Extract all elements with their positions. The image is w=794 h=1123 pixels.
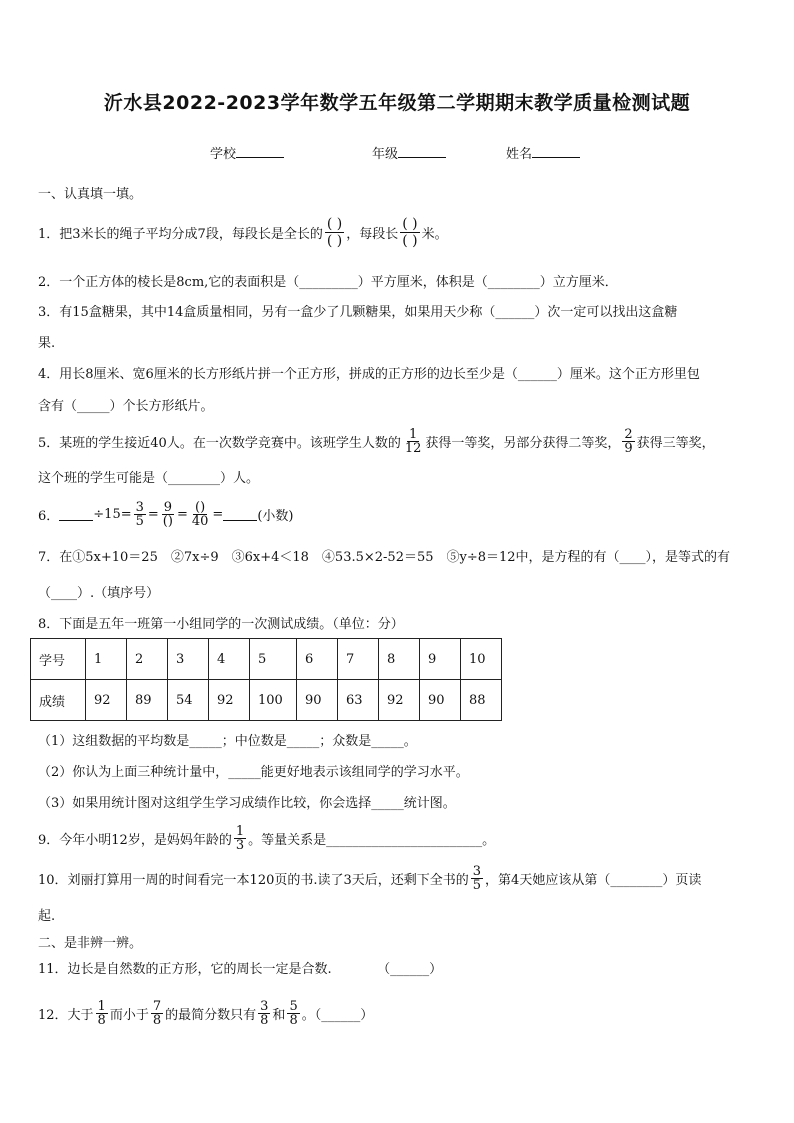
- question-7-line-2: （____）.（填序号）: [38, 586, 160, 601]
- table-cell: 6: [297, 639, 338, 680]
- table-cell: 3: [168, 639, 209, 680]
- q6-fraction-2: $\frac{9}{()}$: [162, 499, 173, 529]
- table-cell: 88: [461, 680, 502, 721]
- question-5-line-2: 这个班的学生可能是（________）人。: [38, 471, 260, 486]
- q1-fraction-1: $\frac{( )}{( )}$: [326, 215, 343, 249]
- q12-fraction-4: $\frac{5}{8}$: [289, 998, 298, 1028]
- school-field: [210, 143, 284, 162]
- name-field: [506, 143, 580, 162]
- table-cell: 63: [338, 680, 379, 721]
- grade-label: 年级: [372, 147, 399, 162]
- question-8-part-3: （3）如果用统计图对这组学生学习成绩作比较，你会选择_____统计图。: [38, 796, 456, 811]
- table-cell: 90: [420, 680, 461, 721]
- q10-fraction: $\frac{3}{5}$: [472, 863, 482, 893]
- q6-equals-2: =: [176, 506, 188, 522]
- q12-text-b: 而小于: [109, 1007, 149, 1023]
- q5-text-c: 获得三等奖，: [636, 435, 715, 451]
- table-cell: 学号: [31, 639, 86, 680]
- question-3-line-2: 果.: [38, 336, 56, 351]
- table-row: [31, 639, 502, 680]
- score-table: [30, 638, 502, 721]
- q12-text-d: 和: [272, 1007, 286, 1023]
- question-10-line-1: [38, 860, 701, 896]
- q9-fraction: $\frac{1}{3}$: [235, 823, 245, 853]
- page-title: 沂水县2022-2023学年数学五年级第二学期期末教学质量检测试题: [103, 92, 691, 114]
- table-cell: 7: [338, 639, 379, 680]
- table-cell: 成绩: [31, 680, 86, 721]
- question-8-intro: 8．下面是五年一班第一小组同学的一次测试成绩。（单位：分）: [38, 617, 404, 632]
- q6-label: 6．: [38, 508, 60, 524]
- q1-text-c: 米。: [421, 226, 448, 242]
- q6-text-c: (小数): [257, 508, 294, 524]
- q12-text-a: 12．大于: [38, 1007, 94, 1023]
- q12-fraction-1: $\frac{1}{8}$: [97, 998, 106, 1028]
- q12-text-e: 。（______）: [301, 1007, 374, 1023]
- q5-fraction-2: $\frac{2}{9}$: [624, 426, 633, 456]
- q5-fraction-1: $\frac{1}{12}$: [404, 426, 422, 456]
- section-1-heading: 一、认真填一填。: [38, 187, 143, 202]
- q5-text-b: 获得一等奖，另部分获得二等奖，: [425, 435, 621, 451]
- question-4-line-2: 含有（_____）个长方形纸片。: [38, 399, 214, 414]
- q6-fraction-1: $\frac{3}{5}$: [135, 499, 144, 529]
- q10-text-b: ，第4天她应该从第（________）页读: [485, 872, 702, 888]
- q1-fraction-2: $\frac{( )}{( )}$: [402, 215, 418, 249]
- question-6: [38, 496, 293, 532]
- q6-text-b: ÷15=: [93, 506, 132, 522]
- q12-text-c: 的最简分数只有: [165, 1007, 257, 1023]
- table-cell: 10: [461, 639, 502, 680]
- q5-text-a: 5．某班的学生接近40人。在一次数学竞赛中。该班学生人数的: [38, 435, 401, 451]
- table-cell: 100: [250, 680, 297, 721]
- question-1: [38, 212, 448, 252]
- table-cell: 89: [127, 680, 168, 721]
- table-cell: 4: [209, 639, 250, 680]
- q10-text-a: 10．刘丽打算用一周的时间看完一本120页的书.读了3天后，还剩下全书的: [38, 872, 469, 888]
- table-cell: 2: [127, 639, 168, 680]
- q1-text-b: ，每段长: [346, 226, 399, 242]
- question-9: [38, 820, 495, 856]
- question-11: 11．边长是自然数的正方形，它的周长一定是合数. （______）: [38, 962, 443, 977]
- school-label: 学校: [210, 147, 237, 162]
- q12-fraction-3: $\frac{3}{8}$: [260, 998, 269, 1028]
- question-12: [38, 994, 373, 1032]
- question-3-line-1: 3．有15盒糖果，其中14盒质量相同，另有一盒少了几颗糖果，如果用天少称（______）次一定可以找出这盒糖: [38, 305, 678, 320]
- table-cell: 5: [250, 639, 297, 680]
- name-label: 姓名: [506, 147, 533, 162]
- section-2-heading: 二、是非辨一辨。: [38, 936, 143, 951]
- q12-fraction-2: $\frac{7}{8}$: [152, 998, 162, 1028]
- question-4-line-1: 4．用长8厘米、宽6厘米的长方形纸片拼一个正方形，拼成的正方形的边长至少是（______）厘米。这个正方形里包: [38, 367, 700, 382]
- q6-equals-1: =: [147, 506, 159, 522]
- q6-equals-3: =: [212, 506, 224, 522]
- table-cell: 54: [168, 680, 209, 721]
- question-10-line-2: 起.: [38, 909, 56, 924]
- question-7-line-1: 7．在①5x+10＝25 ②7x÷9 ③6x+4＜18 ④53.5×2-52＝55 ⑤y÷8＝12中，是方程的有（____），是等式的有: [38, 550, 731, 565]
- question-8-part-2: （2）你认为上面三种统计量中，_____能更好地表示该组同学的学习水平。: [38, 765, 469, 780]
- q9-text-a: 9．今年小明12岁，是妈妈年龄的: [38, 832, 232, 848]
- question-2: 2．一个正方体的棱长是8cm,它的表面积是（_________）平方厘米，体积是（________）立方厘米．: [38, 275, 618, 290]
- table-cell: 1: [86, 639, 127, 680]
- table-cell: 9: [420, 639, 461, 680]
- q6-fraction-3: $\frac{()}{40}$: [191, 499, 209, 529]
- table-cell: 92: [379, 680, 420, 721]
- question-8-part-1: （1）这组数据的平均数是_____；中位数是_____；众数是_____。: [38, 734, 417, 749]
- table-cell: 92: [86, 680, 127, 721]
- grade-field: [372, 143, 446, 162]
- table-cell: 92: [209, 680, 250, 721]
- table-row: [31, 680, 502, 721]
- q1-text-a: 1．把3米长的绳子平均分成7段，每段长是全长的: [38, 226, 323, 242]
- table-cell: 90: [297, 680, 338, 721]
- question-5-line-1: [38, 423, 715, 459]
- q9-text-b: 。等量关系是________________________。: [248, 832, 496, 848]
- table-cell: 8: [379, 639, 420, 680]
